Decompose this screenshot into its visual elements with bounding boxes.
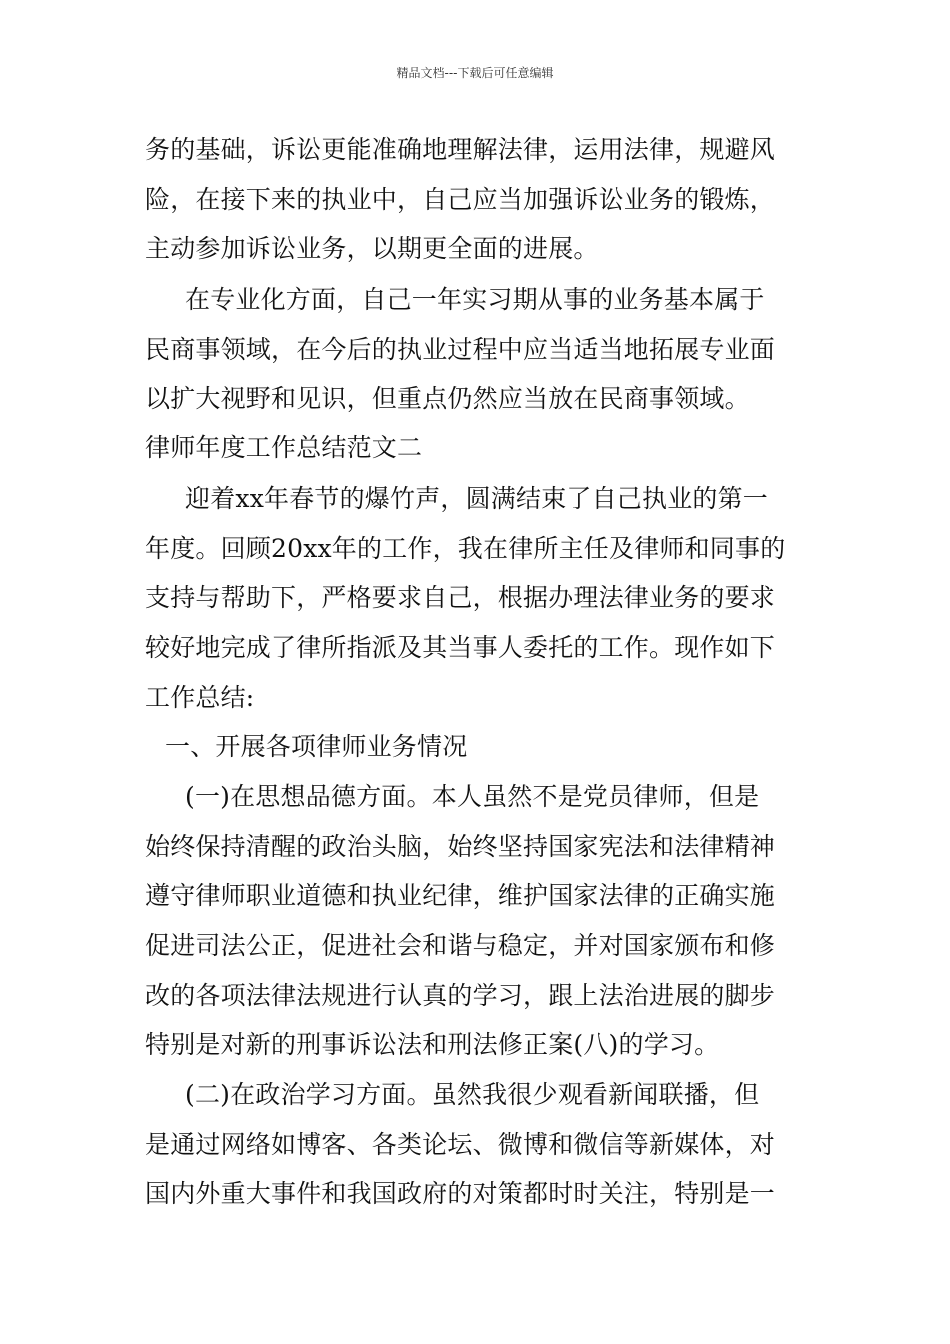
body-line: 是通过网络如博客、各类论坛、微博和微信等新媒体，对 xyxy=(145,1130,776,1159)
body-line: 遵守律师职业道德和执业纪律，维护国家法律的正确实施 xyxy=(145,881,776,910)
section-heading: 律师年度工作总结范文二 xyxy=(145,433,423,462)
body-line: 年度。回顾20xx年的工作，我在律所主任及律师和同事的 xyxy=(145,534,786,563)
body-line: 工作总结: xyxy=(145,683,255,712)
body-line: 支持与帮助下，严格要求自己，根据办理法律业务的要求 xyxy=(145,583,776,612)
body-line: 在专业化方面，自己一年实习期从事的业务基本属于 xyxy=(185,285,765,314)
body-line: 促进司法公正，促进社会和谐与稳定，并对国家颁布和修 xyxy=(145,931,776,960)
subsection-heading: 一、开展各项律师业务情况 xyxy=(165,732,468,761)
body-line: 主动参加诉讼业务，以期更全面的进展。 xyxy=(145,234,599,263)
body-line: 特别是对新的刑事诉讼法和刑法修正案(八)的学习。 xyxy=(145,1030,720,1059)
body-line: 始终保持清醒的政治头脑，始终坚持国家宪法和法律精神 xyxy=(145,832,776,861)
body-line: 改的各项法律法规进行认真的学习，跟上法治进展的脚步 xyxy=(145,981,776,1010)
body-line: 务的基础，诉讼更能准确地理解法律，运用法律，规避风 xyxy=(145,135,776,164)
body-line: 以扩大视野和见识，但重点仍然应当放在民商事领域。 xyxy=(145,384,750,413)
body-line: 险，在接下来的执业中，自己应当加强诉讼业务的锻炼， xyxy=(145,185,776,214)
body-line: 国内外重大事件和我国政府的对策都时时关注，特别是一 xyxy=(145,1179,776,1208)
body-line: 民商事领域，在今后的执业过程中应当适当地拓展专业面 xyxy=(145,335,776,364)
body-line: 较好地完成了律所指派及其当事人委托的工作。现作如下 xyxy=(145,633,776,662)
body-line: (二)在政治学习方面。虽然我很少观看新闻联播，但 xyxy=(185,1080,760,1109)
page-header: 精品文档---下载后可任意编辑 xyxy=(396,66,554,80)
body-line: 迎着xx年春节的爆竹声，圆满结束了自己执业的第一 xyxy=(185,484,769,513)
body-line: (一)在思想品德方面。本人虽然不是党员律师，但是 xyxy=(185,782,760,811)
